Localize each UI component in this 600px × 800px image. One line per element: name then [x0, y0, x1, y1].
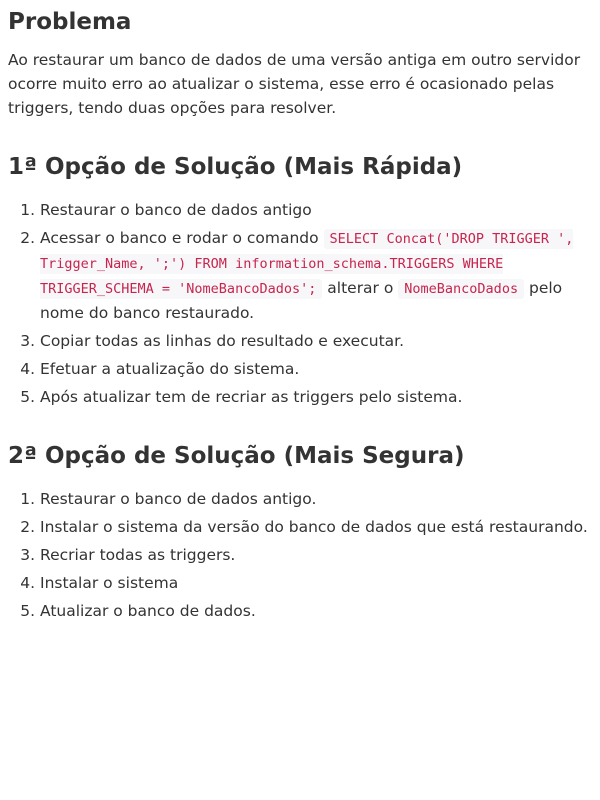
- option2-step-4: 4. Instalar o sistema: [40, 571, 592, 595]
- option1-step-2-middle: alterar o: [322, 279, 399, 297]
- sql-command-code: SELECT Concat('DROP TRIGGER ', Trigger_Name, ';') FROM information_schema.TRIGGERS WHERE TRIGGER_SCHEMA = 'NomeBancoDados';: [40, 231, 574, 297]
- db-name-code: NomeBancoDados: [398, 279, 524, 299]
- option2-step-1: 1. Restaurar o banco de dados antigo.: [40, 487, 592, 511]
- option1-step-2-prefix: Acessar o banco e rodar o comando: [40, 229, 324, 247]
- option1-step-1: [40, 198, 592, 222]
- option1-step-2-suffix: pelo nome do banco restaurado.: [40, 279, 563, 322]
- option1-steps-list: [8, 198, 592, 409]
- option2-step-5: 5. Atualizar o banco de dados.: [40, 599, 592, 623]
- option1-step-3: [40, 329, 592, 353]
- problem-description: Ao restaurar um banco de dados de uma versão antiga em outro servidor ocorre muito erro ao atualizar o sistema, esse erro é ocasionado pelas triggers, tendo duas opções para resolver.: [8, 51, 581, 117]
- option1-step-5-text: Após atualizar tem de recriar as triggers pelo sistema.: [40, 388, 463, 406]
- option1-step-4: [40, 357, 592, 381]
- option2-heading: 2ª Opção de Solução (Mais Segura): [8, 443, 465, 469]
- option2-step-3: 3. Recriar todas as triggers.: [40, 543, 592, 567]
- option1-step-3-text: Copiar todas as linhas do resultado e executar.: [40, 332, 405, 350]
- problem-heading: Problema: [8, 9, 132, 35]
- option1-step-1-text: Restaurar o banco de dados antigo: [40, 201, 312, 219]
- option2-steps-list: [8, 487, 592, 623]
- option1-step-5: [40, 385, 592, 409]
- option2-step-2: 2. Instalar o sistema da versão do banco de dados que está restaurando.: [40, 515, 592, 539]
- option1-heading: 1ª Opção de Solução (Mais Rápida): [8, 154, 463, 180]
- option1-step-4-text: Efetuar a atualização do sistema.: [40, 360, 300, 378]
- option1-step-2: [40, 226, 592, 325]
